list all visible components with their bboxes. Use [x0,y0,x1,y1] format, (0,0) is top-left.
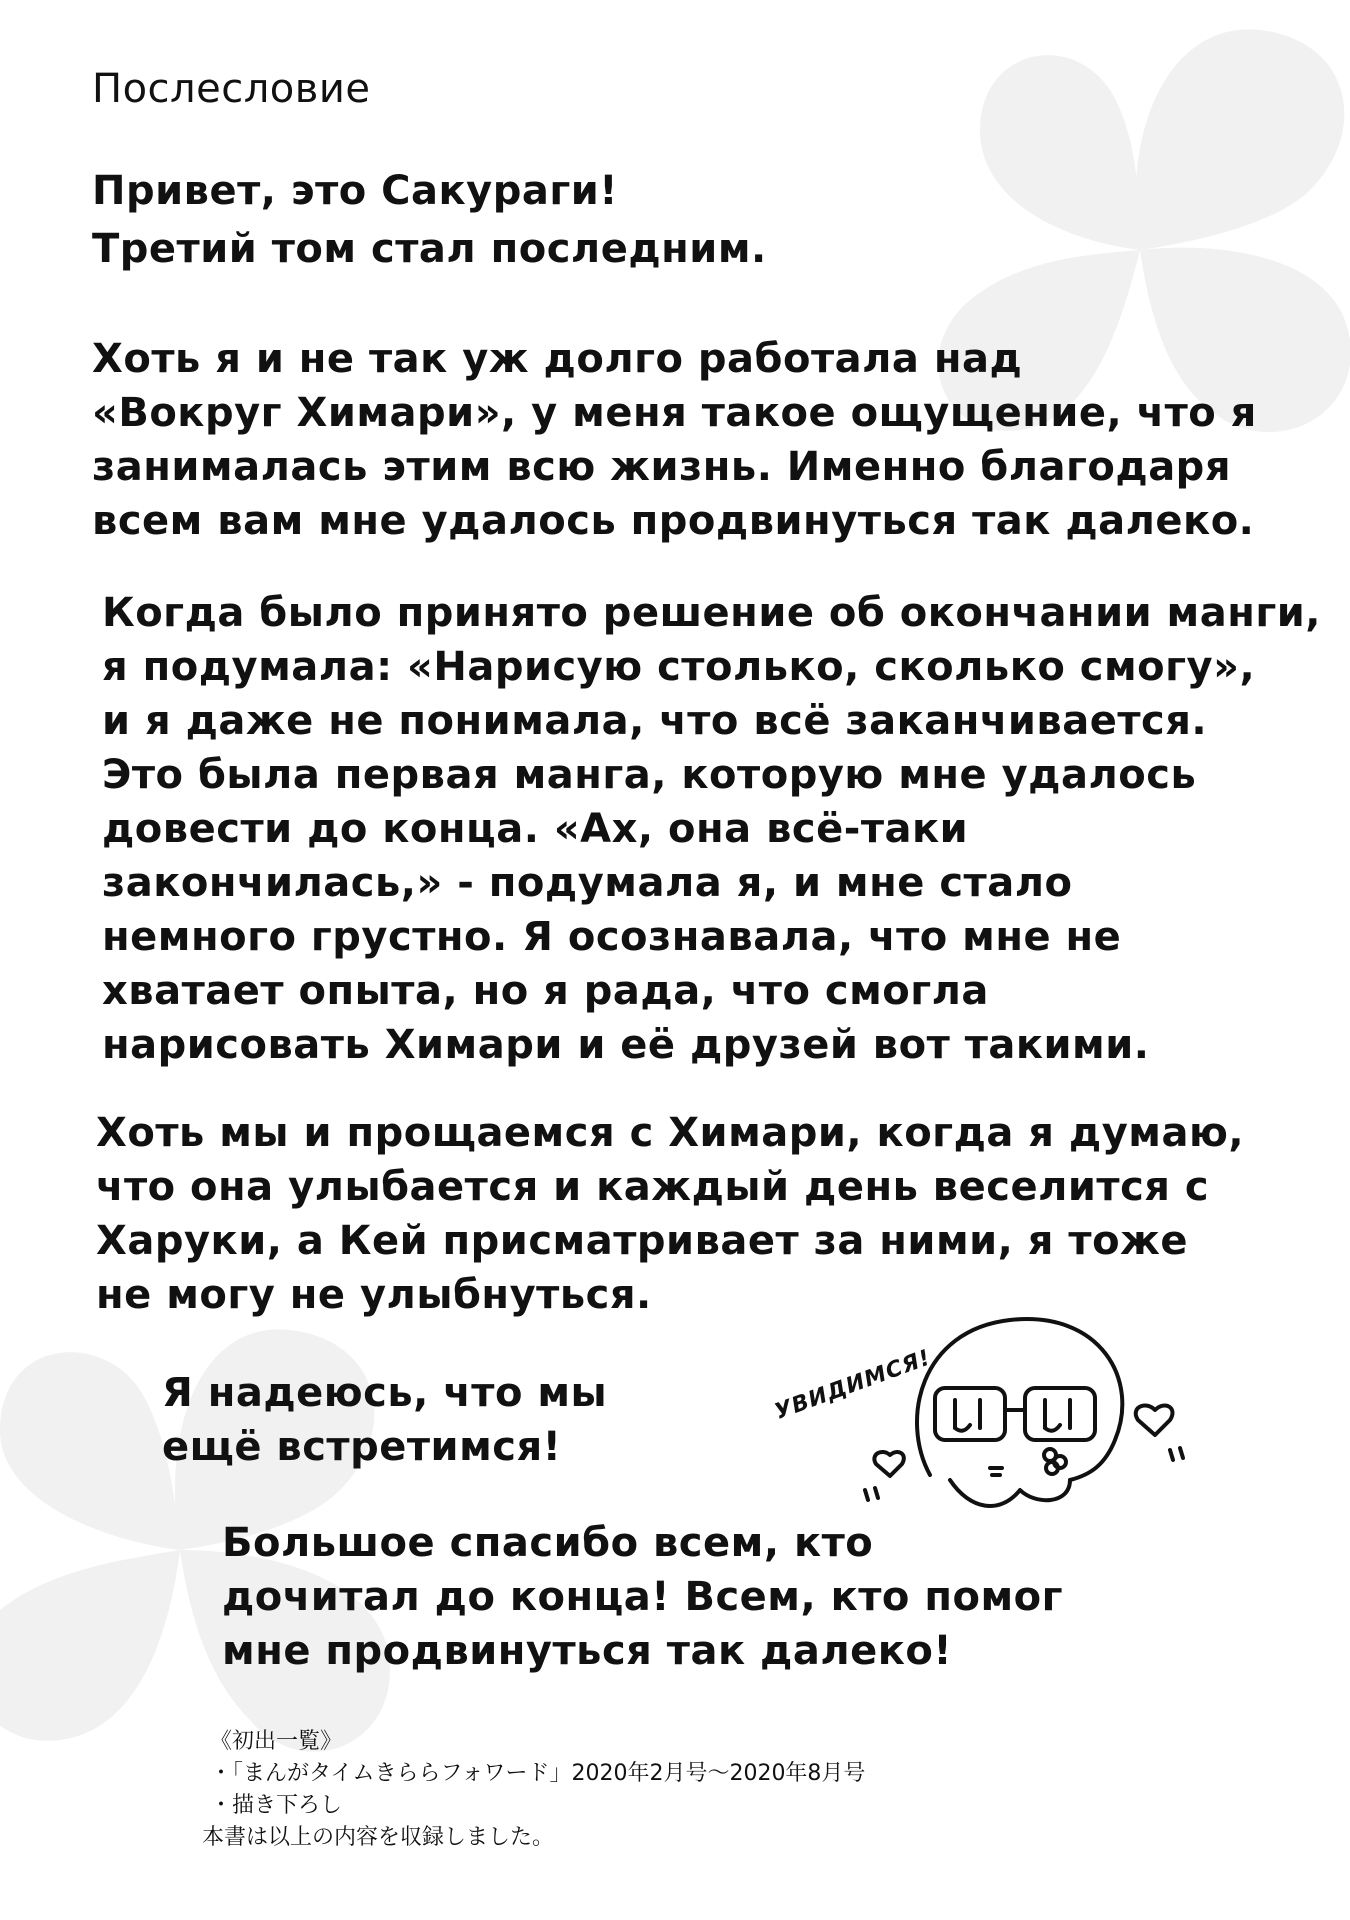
text-line: Третий том стал последним. [92,226,767,272]
text-line: немного грустно. Я осознавала, что мне не [102,914,1122,960]
text-line: Большое спасибо всем, кто [222,1520,874,1566]
text-line: «Вокруг Химари», у меня такое ощущение, что я [92,390,1257,436]
text-line: довести до конца. «Ах, она всё-таки [102,806,969,852]
text-line: хватает опыта, но я рада, что смогла [102,968,989,1014]
text-line: Харуки, а Кей присматривает за ними, я тоже [96,1218,1188,1264]
chibi-illustration [770,1300,1200,1530]
credits-line: 本書は以上の内容を収録しました。 [202,1825,555,1850]
text-line: занималась этим всю жизнь. Именно благодаря [92,444,1231,490]
text-line: Я надеюсь, что мы [162,1370,608,1416]
text-line: Хоть мы и прощаемся с Химари, когда я думаю, [96,1110,1245,1156]
credits-line: ・描き下ろし [210,1793,343,1818]
text-line: всем вам мне удалось продвинуться так далеко. [92,498,1255,544]
text-line: мне продвинуться так далеко! [222,1628,953,1674]
text-line: не могу не улыбнуться. [96,1272,652,1318]
credits-heading: 《初出一覧》 [210,1729,343,1754]
text-line: Хоть я и не так уж долго работала над [92,336,1023,382]
credits-line: ・「まんがタイムきららフォワード」2020年2月号〜2020年8月号 [210,1761,866,1786]
text-line: дочитал до конца! Всем, кто помог [222,1574,1064,1620]
text-line: нарисовать Химари и её друзей вот такими. [102,1022,1150,1068]
text-line: что она улыбается и каждый день веселится с [96,1164,1210,1210]
text-line: ещё встретимся! [162,1424,562,1470]
text-line: Привет, это Сакураги! [92,168,619,214]
text-line: закончилась,» - подумала я, и мне стало [102,860,1073,906]
page-title: Послесловие [92,66,371,112]
text-line: Это была первая манга, которую мне удалось [102,752,1197,798]
text-line: Когда было принято решение об окончании манги, [102,590,1321,636]
text-line: я подумала: «Нарисую столько, сколько смогу», [102,644,1256,690]
chibi-speech-caption: УВИДИМСЯ! [771,1345,935,1425]
text-line: и я даже не понимала, что всё заканчивается. [102,698,1208,744]
